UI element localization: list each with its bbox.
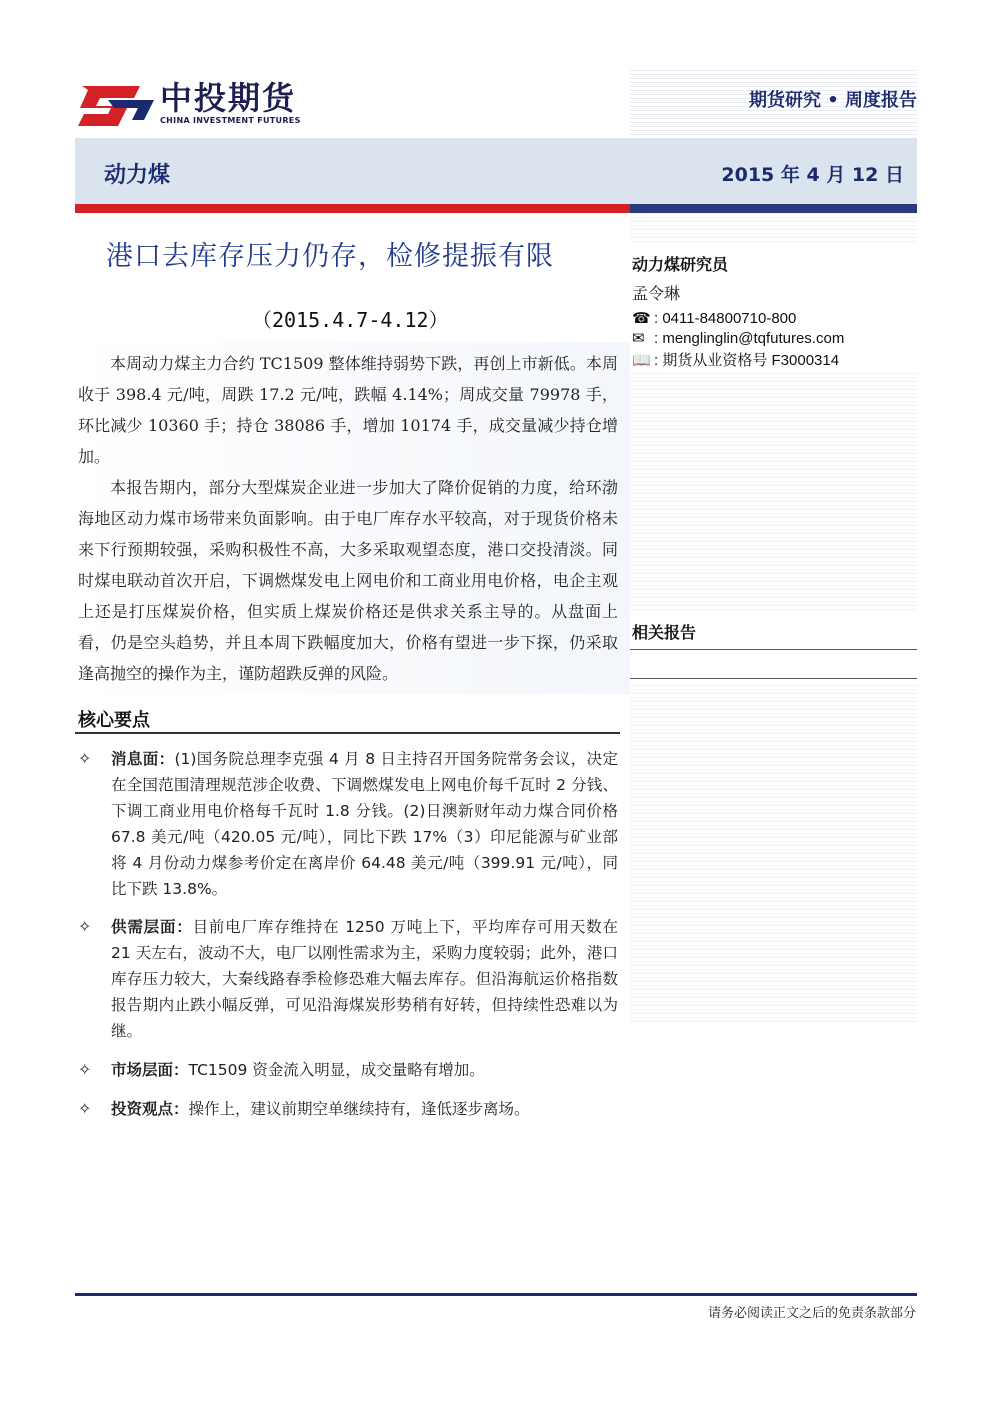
bullet-text: 操作上，建议前期空单继续持有，逢低逐步离场。 [188,1100,530,1118]
divider-red [75,204,630,213]
report-date: 2015 年 4 月 12 日 [721,164,904,186]
bullet-text: 目前电厂库存维持在 1250 万吨上下，平均库存可用天数在 21 天左右，波动不大，电厂以刚性需求为主，采购力度较弱；此外，港口库存压力较大，大秦线路春季检修恐难大幅去库存。但沿海航运价格指数报告期内止跌小幅反弹，可见沿海煤炭形势稍有好转，但持续性恐难以为继。 [111,918,618,1040]
envelope-icon: ✉ [632,330,645,347]
bullet-text: (1)国务院总理李克强 4 月 8 日主持召开国务院常务会议，决定在全国范围清理规范涉企收费、下调燃煤发电上网电价每千瓦时 2 分钱、下调工商业用电价格每千瓦时 1.8 分钱。(2)日澳新财年动力煤合同价格 67.8 美元/吨（420.05 元/吨），同比下跌 17%（3）印尼能源与矿业部将 4 月份动力煤参考价定在离岸价 64.48 美元/吨（399.91 元/吨），同比下跌 13.8%。 [111,750,618,898]
phone-icon: ☎ [632,310,651,327]
summary-paragraph-1: 本周动力煤主力合约 TC1509 整体维持弱势下跌，再创上市新低。本周收于 398.4 元/吨，周跌 17.2 元/吨，跌幅 4.14%；周成交量 79978 手，环比减少 10360 手；持仓 38086 手，增加 10174 手，成交量减少持仓增加。 [78,354,618,466]
section-title: 动力煤 [104,163,171,188]
company-logo-icon [78,80,158,132]
key-points-divider [75,732,620,734]
related-divider-top [630,649,917,650]
analyst-title: 动力煤研究员 [632,255,729,274]
bullet-label: 投资观点： [111,1100,189,1118]
email-address[interactable]: : menglinglin@tqfutures.com [654,330,845,347]
book-icon: 📖 [632,352,651,369]
summary-paragraph-2: 本报告期内，部分大型煤炭企业进一步加大了降价促销的力度，给环渤海地区动力煤市场带来负面影响。由于电厂库存水平较高，对于现货价格未来下行预期较强，采购积极性不高，大多采取观望态度，港口交投清淡。同时煤电联动首次开启，下调燃煤发电上网电价和工商业用电价格，电企主观上还是打压煤炭价格，但实质上煤炭价格还是供求关系主导的。从盘面上看，仍是空头趋势，并且本周下跌幅度加大，价格有望进一步下探，仍采取逢高抛空的操作为主，谨防超跌反弹的风险。 [78,478,618,683]
period-label: （2015.4.7-4.12） [252,308,449,332]
report-type-label: 期货研究 • 周度报告 [748,90,917,111]
footer-divider [75,1293,917,1296]
phone-number: : 0411-84800710-800 [654,310,797,327]
bullet-investment-view [78,1096,618,1122]
logo-chinese-name: 中投期货 [160,79,297,117]
diamond-bullet-icon: ✧ [78,917,92,936]
logo-english-name: CHINA INVESTMENT FUTURES [160,116,301,125]
bullet-supply-demand [78,914,618,1044]
bullet-label: 供需层面： [111,918,193,936]
license-number: : 期货从业资格号 F3000314 [654,352,840,369]
key-points-title: 核心要点 [78,710,150,731]
bullet-market [78,1057,618,1083]
footer-disclaimer: 请务必阅读正文之后的免责条款部分 [707,1306,916,1321]
bullet-news [78,746,618,902]
phone-row [632,309,796,327]
related-divider-bottom [630,678,917,679]
license-row [632,349,839,370]
related-reports-title: 相关报告 [632,623,697,642]
diamond-bullet-icon: ✧ [78,1099,92,1118]
bullet-label: 消息面： [111,750,175,768]
bullet-text: TC1509 资金流入明显，成交量略有增加。 [188,1061,485,1079]
diamond-bullet-icon: ✧ [78,749,92,768]
diamond-bullet-icon: ✧ [78,1060,92,1079]
headline: 港口去库存压力仍存，检修提振有限 [106,241,554,272]
divider-blue [630,204,917,213]
bullet-label: 市场层面： [111,1061,189,1079]
analyst-name: 孟令琳 [632,284,681,303]
email-row [632,329,844,347]
